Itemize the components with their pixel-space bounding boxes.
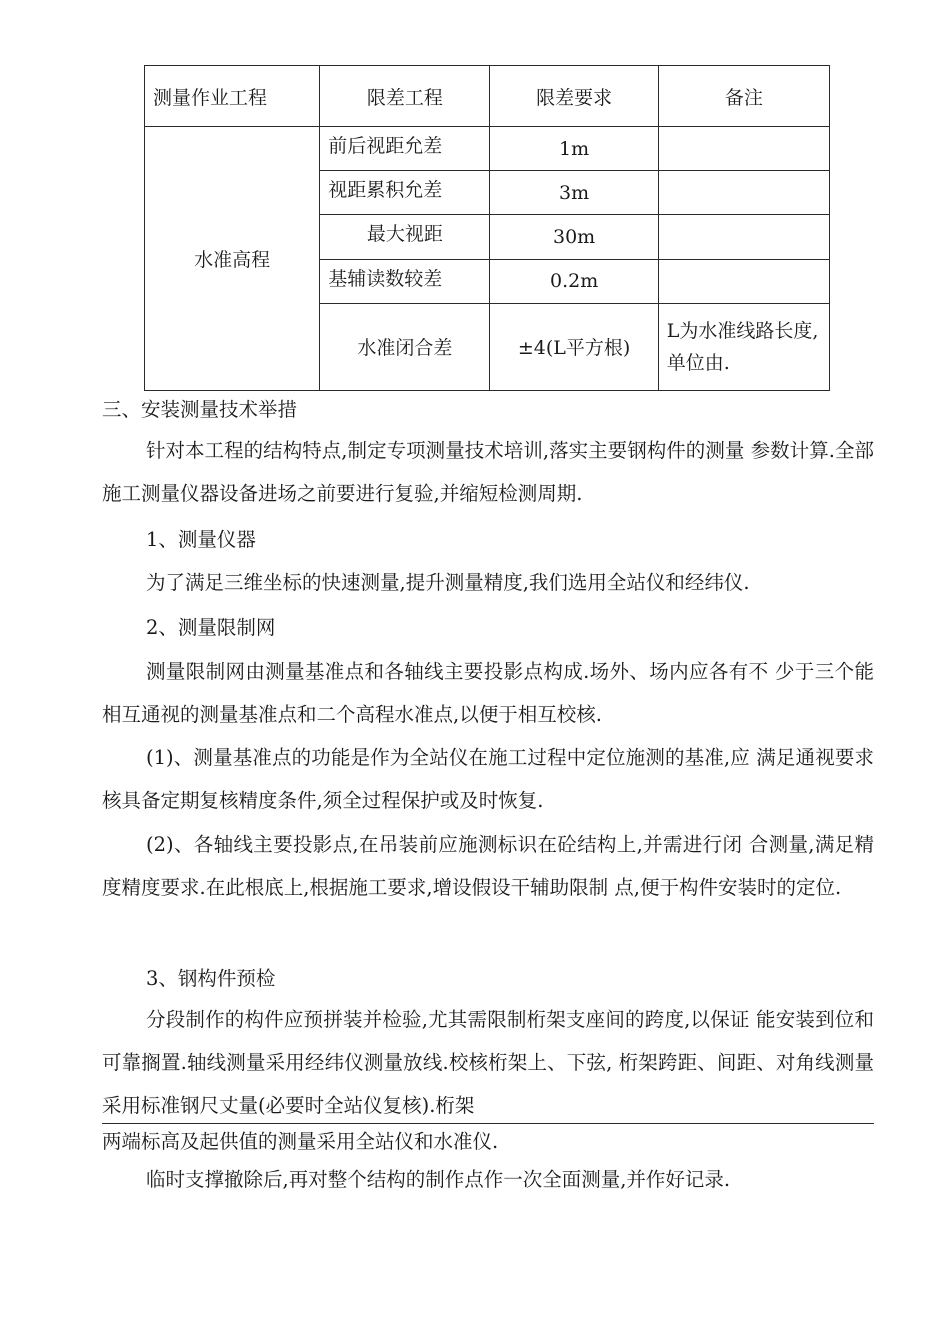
item-cell: 基辅读数较差 [320,259,490,303]
note-cell [658,171,829,215]
subsection-heading: 3、钢构件预检 [146,967,276,990]
group-label-cell: 水准高程 [145,127,320,391]
req-cell: 3m [490,171,658,215]
paragraph: (2)、各轴线主要投影点,在吊装前应施测标识在砼结构上,并需进行闭 合测量,满足精度精度要求.在此根底上,根据施工要求,增设假设干辅助限制 点,便于构件安装时的定位. [102,833,874,899]
paragraph: 两端标高及起供值的测量采用全站仪和水准仪. [102,1130,499,1153]
note-cell [658,127,829,171]
req-cell: 30m [490,215,658,259]
paragraph-intro: 针对本工程的结构特点,制定专项测量技术培训,落实主要钢构件的测量 参数计算.全部施工测量仪器设备进场之前要进行复验,并缩短检测周期. [102,439,874,505]
note-cell: L为水准线路长度,单位由. [658,303,829,390]
note-cell [658,259,829,303]
item-cell: 视距累积允差 [320,171,490,215]
req-cell: ±4(L平方根) [490,303,658,390]
header-cell: 限差工程 [320,66,490,127]
header-cell: 限差要求 [490,66,658,127]
paragraph: 分段制作的构件应预拼装并检验,尤其需限制桁架支座间的跨度,以保证 能安装到位和可靠搁置.轴线测量采用经纬仪测量放线.校核桁架上、下弦, 桁架跨距、间距、对角线测量采用标准钢尺丈量(必要时全站仪复核).桁架 [102,1008,874,1117]
table-header-row [145,66,830,127]
paragraph: 为了满足三维坐标的快速测量,提升测量精度,我们选用全站仪和经纬仪. [146,571,750,594]
item-cell: 水准闭合差 [320,303,490,390]
header-cell: 备注 [658,66,829,127]
req-cell: 0.2m [490,259,658,303]
note-cell [658,215,829,259]
section-heading: 三、安装测量技术举措 [102,398,298,421]
req-cell: 1m [490,127,658,171]
paragraph: (1)、测量基准点的功能是作为全站仪在施工过程中定位施测的基准,应 满足通视要求核具备定期复核精度条件,须全过程保护或及时恢复. [102,746,874,812]
subsection-heading: 1、测量仪器 [146,528,256,551]
paragraph-closing: 临时支撑撤除后,再对整个结构的制作点作一次全面测量,并作好记录. [146,1168,731,1191]
subsection-heading: 2、测量限制网 [146,616,276,639]
tolerance-table [144,65,830,391]
item-cell: 前后视距允差 [320,127,490,171]
item-cell: 最大视距 [320,215,490,259]
table-row [145,127,830,171]
header-cell: 测量作业工程 [145,66,320,127]
paragraph: 测量限制网由测量基准点和各轴线主要投影点构成.场外、场内应各有不 少于三个能相互通视的测量基准点和二个高程水准点,以便于相互校核. [102,660,874,726]
